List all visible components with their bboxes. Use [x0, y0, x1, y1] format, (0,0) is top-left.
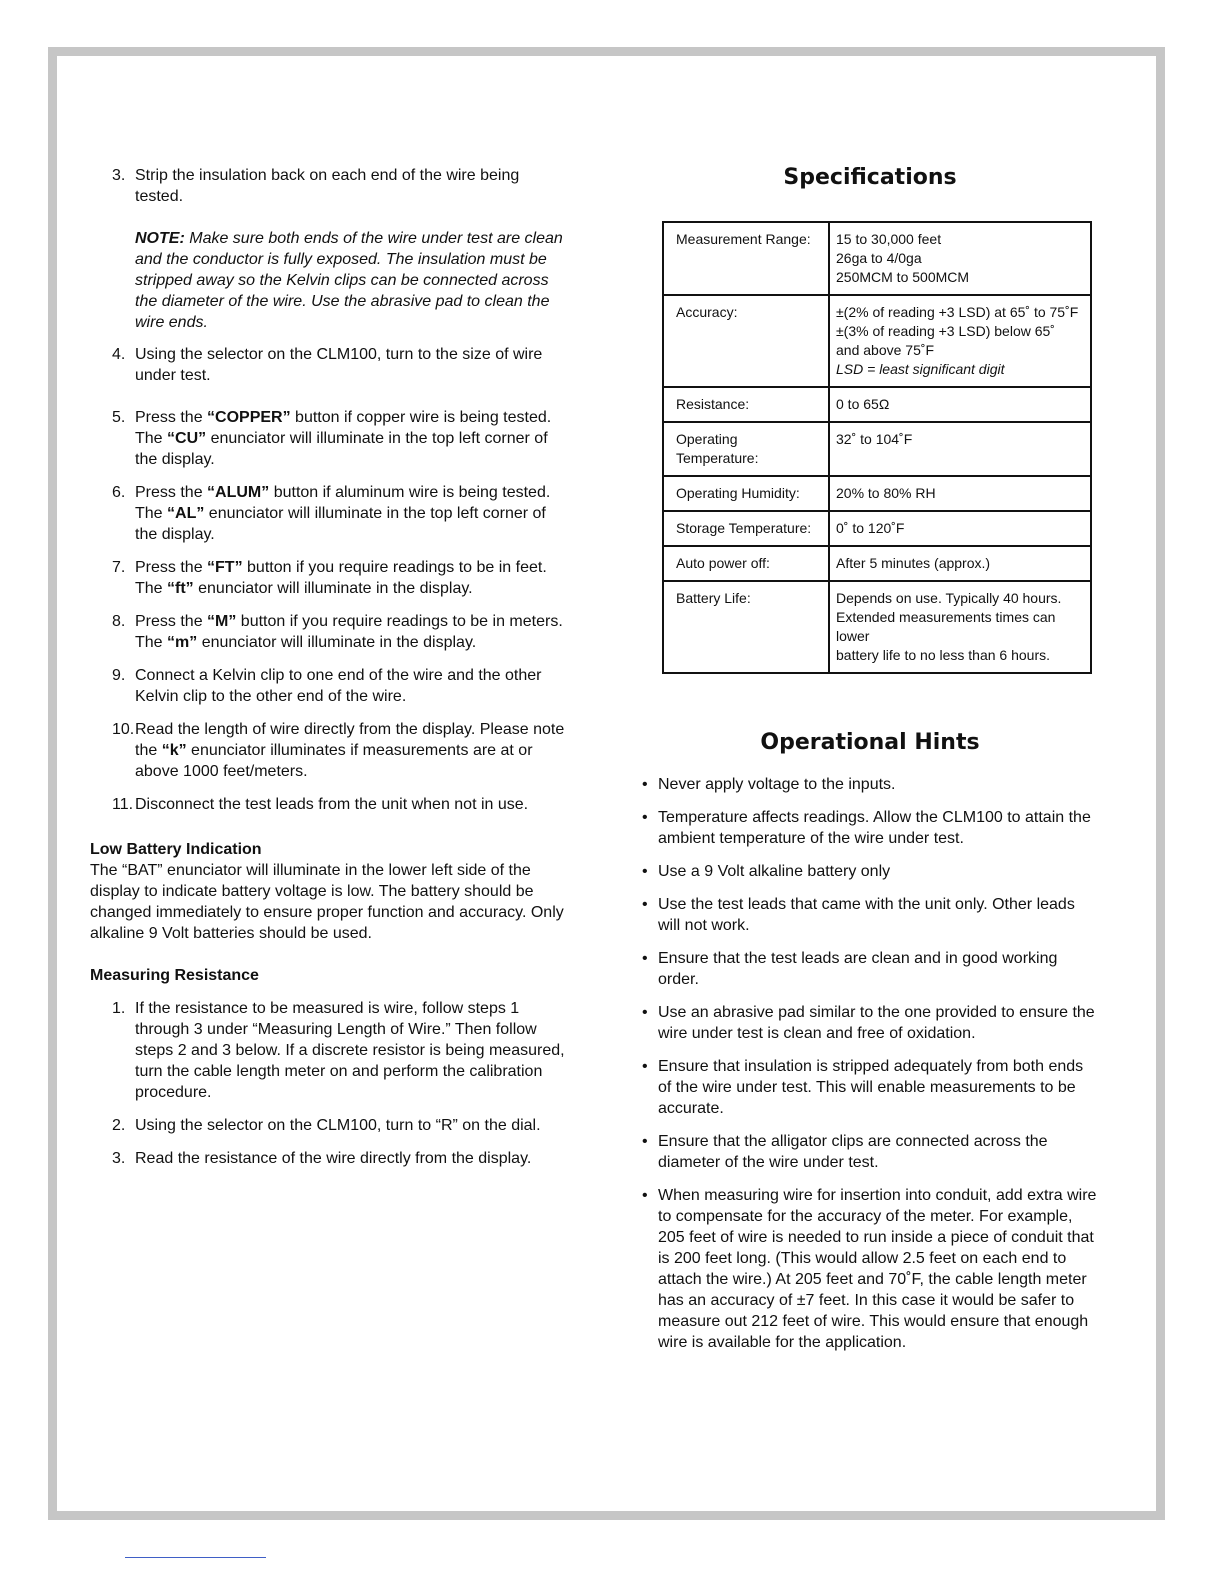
- spec-line: Depends on use. Typically 40 hours.: [836, 590, 1062, 606]
- step-text: If the resistance to be measured is wire, follow steps 1 through 3 under “Measuring Length of Wire.” Then follow steps 2 and 3 below. If a discrete resistor is being measured, turn the cable length meter on and perform the calibration procedure.: [135, 1000, 565, 1101]
- note-text: Make sure both ends of the wire under test are clean and the conductor is fully exposed. The insulation must be stripped away so the Kelvin clips can be connected across the diameter of the wire. Use the abrasive pad to clean the wire ends.: [135, 230, 563, 331]
- hint-text: Use the test leads that came with the unit only. Other leads will not work.: [658, 896, 1075, 934]
- step-number: 6.: [112, 484, 126, 501]
- bullet-icon: •: [642, 1187, 648, 1204]
- step-number: 4.: [112, 346, 126, 363]
- bullet-icon: •: [642, 863, 648, 880]
- step-text: enunciator will illuminate in the top left corner of the display.: [135, 505, 546, 543]
- note-block: [90, 228, 570, 333]
- step-number: 8.: [112, 613, 126, 630]
- spec-value: [829, 295, 1091, 387]
- step-text: button if you require readings to be in meters. The: [135, 613, 563, 651]
- hint-text: When measuring wire for insertion into conduit, add extra wire to compensate for the accuracy of the meter. For example, 205 feet of wire is needed to run inside a piece of conduit that is 200 feet long. (This would allow 2.5 feet on each end to attach the wire.) At 205 feet and 70˚F, the cable length meter has an accuracy of ±7 feet. In this case it would be safer to measure out 212 feet of wire. This would ensure that enough wire is available for the application.: [658, 1187, 1097, 1351]
- step-text: button if you require readings to be in feet. The: [135, 559, 547, 597]
- step-6: [90, 482, 570, 545]
- step-7: [90, 557, 570, 599]
- enunciator-name: “ft”: [167, 580, 194, 597]
- spec-line: battery life to no less than 6 hours.: [836, 647, 1051, 663]
- spec-line: ±(2% of reading +3 LSD) at 65˚ to 75˚F: [836, 304, 1079, 320]
- step-text: Press the: [135, 559, 208, 576]
- button-name: “M”: [207, 613, 237, 630]
- spec-line: 20% to 80% RH: [836, 485, 936, 501]
- step-text: enunciator will illuminate in the display.: [197, 634, 477, 651]
- spec-value: [829, 476, 1091, 511]
- hint-text: Ensure that insulation is stripped adequately from both ends of the wire under test. This will enable measurements to be accurate.: [658, 1058, 1084, 1117]
- spec-value: [829, 546, 1091, 581]
- step-text: enunciator will illuminate in the display.: [193, 580, 473, 597]
- step-number: 5.: [112, 409, 126, 426]
- hint-item: [640, 1185, 1100, 1353]
- footer-rule: [125, 1557, 266, 1558]
- step-text: button if copper wire is being tested. The: [135, 409, 552, 447]
- hint-text: Ensure that the test leads are clean and in good working order.: [658, 950, 1058, 988]
- step-9: [90, 665, 570, 707]
- spec-row-resistance: [663, 387, 1091, 422]
- step-text: Connect a Kelvin clip to one end of the wire and the other Kelvin clip to the other end of the wire.: [135, 667, 542, 705]
- spec-line: and above 75˚F: [836, 342, 935, 358]
- hint-item: [640, 1002, 1100, 1044]
- spec-line: 32˚ to 104˚F: [836, 431, 913, 447]
- spec-line: Extended measurements times can lower: [836, 609, 1056, 644]
- spec-line: 250MCM to 500MCM: [836, 269, 970, 285]
- resistance-step-3: [90, 1148, 570, 1169]
- spec-key: Operating Temperature:: [663, 422, 829, 476]
- spec-key: Accuracy:: [663, 295, 829, 387]
- bullet-icon: •: [642, 896, 648, 913]
- low-battery-text: The “BAT” enunciator will illuminate in the lower left side of the display to indicate battery voltage is low. The battery should be changed immediately to ensure proper function and accuracy. Only alkaline 9 Volt batteries should be used.: [90, 862, 564, 942]
- step-8: [90, 611, 570, 653]
- step-3: [90, 165, 570, 207]
- step-4: [90, 344, 570, 386]
- spec-key: Measurement Range:: [663, 222, 829, 295]
- step-number: 9.: [112, 667, 126, 684]
- step-text: Press the: [135, 484, 208, 501]
- step-text: Using the selector on the CLM100, turn to “R” on the dial.: [135, 1117, 541, 1134]
- hint-item: [640, 1056, 1100, 1119]
- enunciator-name: “m”: [167, 634, 198, 651]
- spec-key: Resistance:: [663, 387, 829, 422]
- bullet-icon: •: [642, 1133, 648, 1150]
- step-text: enunciator will illuminate in the top left corner of the display.: [135, 430, 548, 468]
- spec-row-operating-humidity: [663, 476, 1091, 511]
- resistance-step-1: [90, 998, 570, 1103]
- bullet-icon: •: [642, 809, 648, 826]
- step-text: Strip the insulation back on each end of the wire being tested.: [135, 167, 520, 205]
- hint-item: [640, 1131, 1100, 1173]
- spec-value: [829, 511, 1091, 546]
- step-number: 2.: [112, 1117, 126, 1134]
- hint-text: Temperature affects readings. Allow the CLM100 to attain the ambient temperature of the wire under test.: [658, 809, 1091, 847]
- spec-row-battery-life: [663, 581, 1091, 673]
- low-battery-heading: Low Battery Indication: [90, 841, 262, 858]
- spec-row-auto-power-off: [663, 546, 1091, 581]
- hint-item: [640, 774, 1100, 795]
- enunciator-name: “CU”: [167, 430, 207, 447]
- hint-text: Use a 9 Volt alkaline battery only: [658, 863, 891, 880]
- enunciator-name: “k”: [161, 742, 187, 759]
- spec-value: [829, 422, 1091, 476]
- hint-item: [640, 894, 1100, 936]
- specifications-title: Specifications: [783, 165, 957, 190]
- spec-line: 15 to 30,000 feet: [836, 231, 942, 247]
- spec-value: [829, 581, 1091, 673]
- hint-text: Never apply voltage to the inputs.: [658, 776, 896, 793]
- step-5: [90, 407, 570, 470]
- hint-text: Ensure that the alligator clips are connected across the diameter of the wire under test.: [658, 1133, 1048, 1171]
- bullet-icon: •: [642, 950, 648, 967]
- step-text: Read the resistance of the wire directly from the display.: [135, 1150, 532, 1167]
- spec-value: [829, 222, 1091, 295]
- right-column: [640, 165, 1100, 1353]
- bullet-icon: •: [642, 1004, 648, 1021]
- button-name: “ALUM”: [207, 484, 270, 501]
- button-name: “COPPER”: [207, 409, 291, 426]
- step-text: Using the selector on the CLM100, turn to the size of wire under test.: [135, 346, 543, 384]
- spec-row-operating-temperature: [663, 422, 1091, 476]
- bullet-icon: •: [642, 776, 648, 793]
- spec-key: Auto power off:: [663, 546, 829, 581]
- spec-key: Operating Humidity:: [663, 476, 829, 511]
- spec-line: 26ga to 4/0ga: [836, 250, 922, 266]
- measuring-resistance-heading: Measuring Resistance: [90, 967, 259, 984]
- spec-line: 0 to 65Ω: [836, 396, 890, 412]
- step-text: enunciator illuminates if measurements are at or above 1000 feet/meters.: [135, 742, 533, 780]
- spec-line: 0˚ to 120˚F: [836, 520, 905, 536]
- hint-text: Use an abrasive pad similar to the one provided to ensure the wire under test is clean and free of oxidation.: [658, 1004, 1095, 1042]
- spec-row-measurement-range: [663, 222, 1091, 295]
- spec-key: Battery Life:: [663, 581, 829, 673]
- specifications-table: [662, 221, 1092, 674]
- spec-row-storage-temperature: [663, 511, 1091, 546]
- enunciator-name: “AL”: [167, 505, 205, 522]
- spec-key: Storage Temperature:: [663, 511, 829, 546]
- button-name: “FT”: [207, 559, 243, 576]
- spec-row-accuracy: [663, 295, 1091, 387]
- note-label: NOTE:: [135, 230, 185, 247]
- step-text: button if aluminum wire is being tested. The: [135, 484, 551, 522]
- spec-footnote: LSD = least significant digit: [836, 361, 1005, 377]
- resistance-step-2: [90, 1115, 570, 1136]
- step-text: Press the: [135, 613, 208, 630]
- hint-item: [640, 807, 1100, 849]
- step-11: [90, 794, 570, 815]
- step-number: 1.: [112, 1000, 126, 1017]
- operational-hints-title: Operational Hints: [760, 730, 980, 755]
- spec-value: [829, 387, 1091, 422]
- hint-item: [640, 861, 1100, 882]
- step-number: 7.: [112, 559, 126, 576]
- bullet-icon: •: [642, 1058, 648, 1075]
- step-text: Disconnect the test leads from the unit when not in use.: [135, 796, 529, 813]
- step-number: 10.: [112, 721, 135, 738]
- step-number: 3.: [112, 1150, 126, 1167]
- step-number: 11.: [112, 796, 134, 813]
- step-text: Press the: [135, 409, 208, 426]
- spec-line: ±(3% of reading +3 LSD) below 65˚: [836, 323, 1055, 339]
- step-text: Read the length of wire directly from the display. Please note the: [135, 721, 565, 759]
- hint-item: [640, 948, 1100, 990]
- left-column: [90, 165, 570, 1169]
- spec-line: After 5 minutes (approx.): [836, 555, 991, 571]
- step-number: 3.: [112, 167, 126, 184]
- step-10: [90, 719, 570, 782]
